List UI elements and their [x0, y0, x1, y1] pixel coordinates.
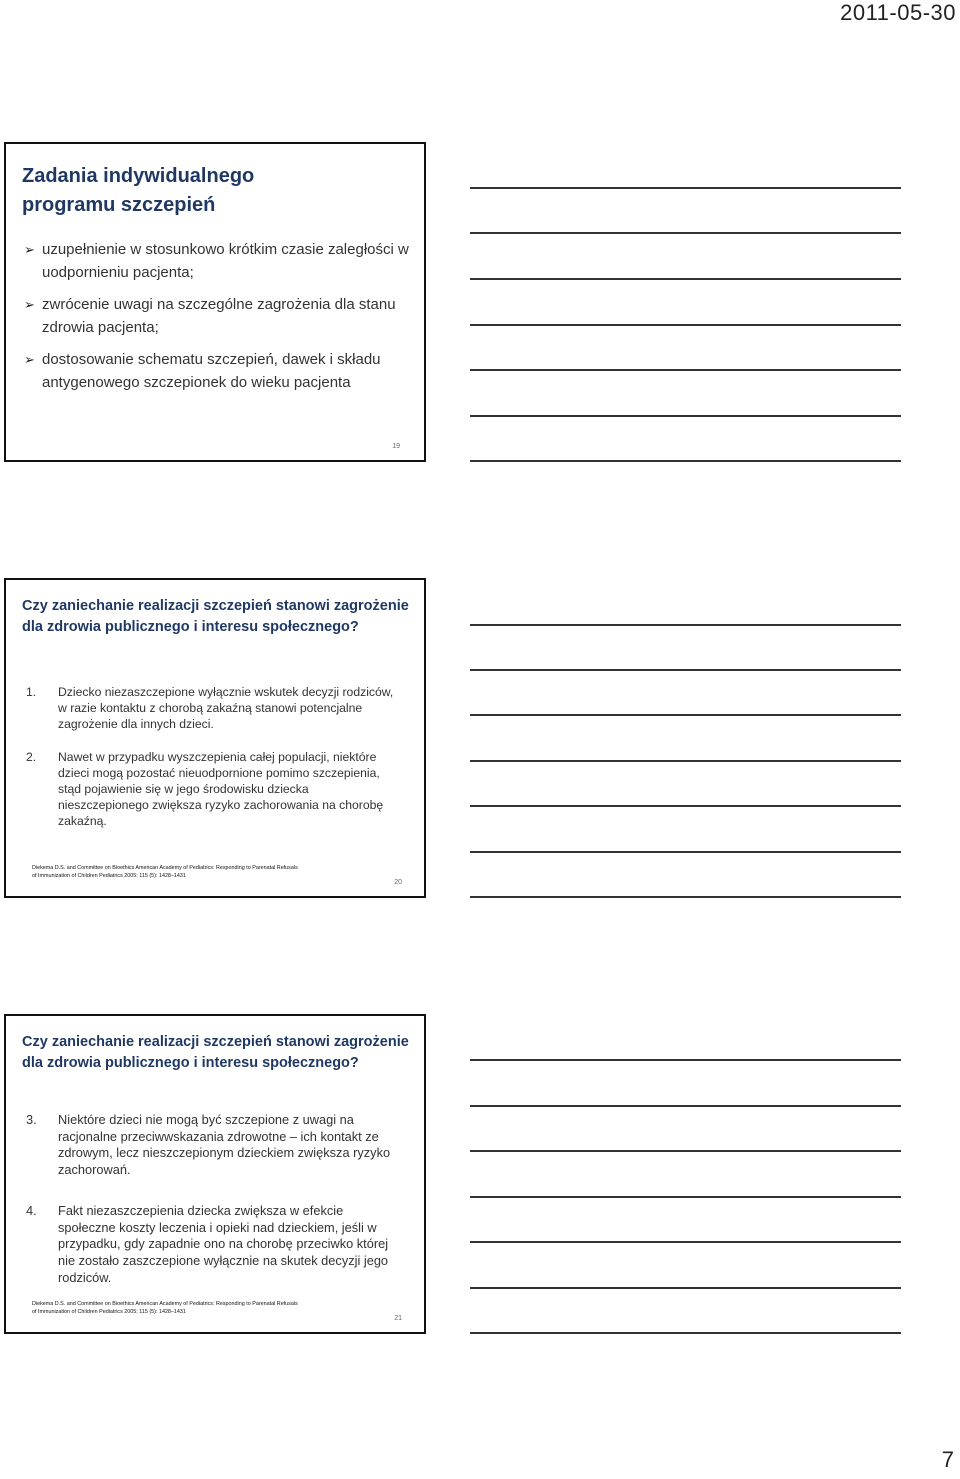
note-line — [470, 1332, 901, 1334]
note-line — [470, 1287, 901, 1289]
numbered-list — [26, 684, 401, 846]
note-line — [470, 1105, 901, 1107]
note-line — [470, 714, 901, 716]
list-item: 2. Nawet w przypadku wyszczepienia całej populacji, niektóre dzieci mogą pozostać nieuodpornione pomimo szczepienia, stąd pojawienie się w jego środowisku dziecka nieszczepionego zwiększa ryzyko zachorowania na chorobę zakaźną. — [26, 750, 384, 828]
arrow-bullet-icon: ➢ — [24, 352, 35, 367]
note-line — [470, 278, 901, 280]
slide-19 — [4, 142, 426, 462]
reference: Diekema D.S. and Committee on Bioethics American Academy of Pediatrics: Responding to Parenatal Refusals of Immunization of Children Pediatrics 2005; 115 (5): 1428–1431 — [32, 1301, 298, 1315]
numbered-list — [26, 1112, 401, 1310]
slide-20 — [4, 578, 426, 898]
note-line — [470, 624, 901, 626]
note-line — [470, 1196, 901, 1198]
bullet-list — [24, 238, 414, 403]
note-line — [470, 805, 901, 807]
arrow-bullet-icon: ➢ — [24, 242, 35, 257]
header-date: 2011-05-30 — [840, 0, 956, 25]
note-line — [470, 324, 901, 326]
note-line — [470, 369, 901, 371]
reference: Diekema D.S. and Committee on Bioethics American Academy of Pediatrics: Responding to Parenatal Refusals of Immunization of Children Pediatrics 2005; 115 (5): 1428–1431 — [32, 865, 298, 879]
note-line — [470, 851, 901, 853]
note-line — [470, 460, 901, 462]
page-number: 7 — [941, 1447, 954, 1472]
slide-number: 20 — [394, 879, 402, 886]
note-line — [470, 896, 901, 898]
note-line — [470, 187, 901, 189]
note-line — [470, 1150, 901, 1152]
note-line — [470, 415, 901, 417]
slide-title: Czy zaniechanie realizacji szczepień stanowi zagrożenie dla zdrowia publicznego i interesu społecznego? — [22, 1034, 409, 1071]
note-line — [470, 760, 901, 762]
slide-number: 21 — [394, 1315, 402, 1322]
bullet-item: ➢ uzupełnienie w stosunkowo krótkim czasie zaległości w uodpornieniu pacjenta; — [24, 238, 414, 284]
slide-title: Zadania indywidualnego programu szczepień — [22, 165, 255, 216]
list-item: 4. Fakt niezaszczepienia dziecka zwiększa w efekcie społeczne koszty leczenia i opieki nad dzieckiem, jeśli w przypadku, gdy zapadnie ono na chorobę przeciwko której nie zostało zaszczepione wyłącznie na skutek decyzji jego rodziców. — [26, 1202, 389, 1285]
note-line — [470, 1241, 901, 1243]
note-line — [470, 232, 901, 234]
slide-21 — [4, 1014, 426, 1334]
arrow-bullet-icon: ➢ — [24, 297, 35, 312]
note-line — [470, 669, 901, 671]
slide-number: 19 — [392, 443, 400, 450]
note-line — [470, 1059, 901, 1061]
list-item: 1. Dziecko niezaszczepione wyłącznie wskutek decyzji rodziców, w razie kontaktu z chorobą zakaźną stanowi potencjalne zagrożenie dla innych dzieci. — [26, 685, 394, 731]
slide-title: Czy zaniechanie realizacji szczepień stanowi zagrożenie dla zdrowia publicznego i interesu społecznego? — [22, 598, 409, 635]
bullet-item: ➢ dostosowanie schematu szczepień, dawek i składu antygenowego szczepionek do wieku pacjenta — [24, 348, 414, 394]
bullet-item: ➢ zwrócenie uwagi na szczególne zagrożenia dla stanu zdrowia pacjenta; — [24, 293, 414, 339]
list-item: 3. Niektóre dzieci nie mogą być szczepione z uwagi na racjonalne przeciwwskazania zdrowotne – ich kontakt ze zdrowym, lecz nieszczepionym dzieckiem zwiększa ryzyko zachorowań. — [26, 1112, 391, 1178]
